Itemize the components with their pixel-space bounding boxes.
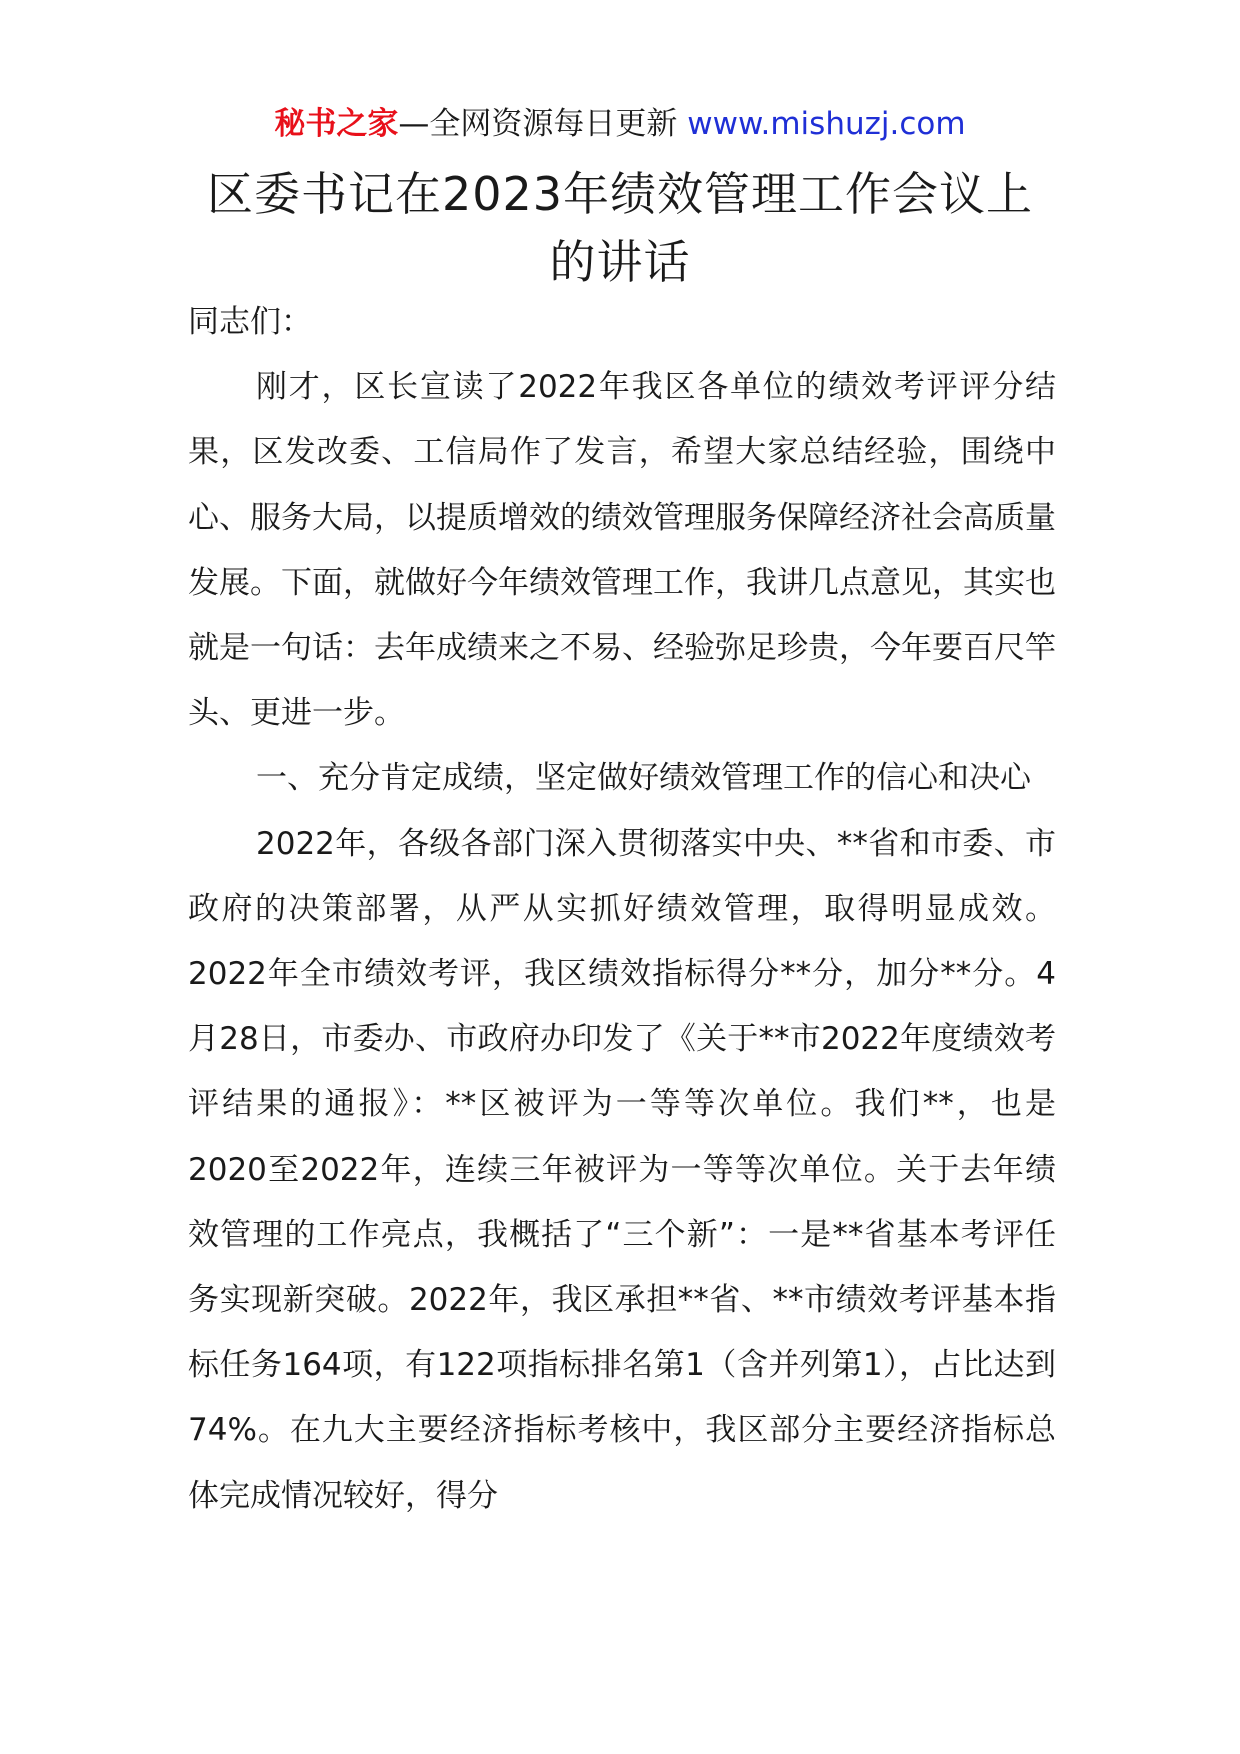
brand-name: 秘书之家 — [274, 106, 399, 142]
document-title: 区委书记在2023年绩效管理工作会议上的讲话 — [206, 167, 1034, 289]
header-tagline: —全网资源每日更新 — [398, 106, 678, 142]
document-body — [188, 290, 1056, 1529]
paragraph-section-1: 2022年，各级各部门深入贯彻落实中央、**省和市委、市政府的决策部署，从严从实抓好绩效管理，取得明显成效。2022年全市绩效考评，我区绩效指标得分**分，加分**分。4月28日，市委办、市政府办印发了《关于**市2022年度绩效考评结果的通报》：**区被评为一等等次单位。我们**，也是2020至2022年，连续三年被评为一等等次单位。关于去年绩效管理的工作亮点，我概括了“三个新”：一是**省基本考评任务实现新突破。2022年，我区承担**省、**市绩效考评基本指标任务164项，有122项指标排名第1（含并列第1），占比达到74%。在九大主要经济指标考核中，我区部分主要经济指标总体完成情况较好，得分 — [188, 825, 1056, 1514]
section-heading-1: 一、充分肯定成绩，坚定做好绩效管理工作的信心和决心 — [256, 760, 1031, 797]
salutation: 同志们： — [188, 304, 312, 340]
site-link[interactable]: www.mishuzj.com — [687, 106, 966, 142]
watermark-header — [0, 102, 1240, 146]
paragraph-intro: 刚才，区长宣读了2022年我区各单位的绩效考评评分结果，区发改委、工信局作了发言，希望大家总结经验，围绕中心、服务大局，以提质增效的绩效管理服务保障经济社会高质量发展。下面，就做好今年绩效管理工作，我讲几点意见，其实也就是一句话：去年成绩来之不易、经验弥足珍贵，今年要百尺竿头、更进一步。 — [188, 369, 1056, 732]
